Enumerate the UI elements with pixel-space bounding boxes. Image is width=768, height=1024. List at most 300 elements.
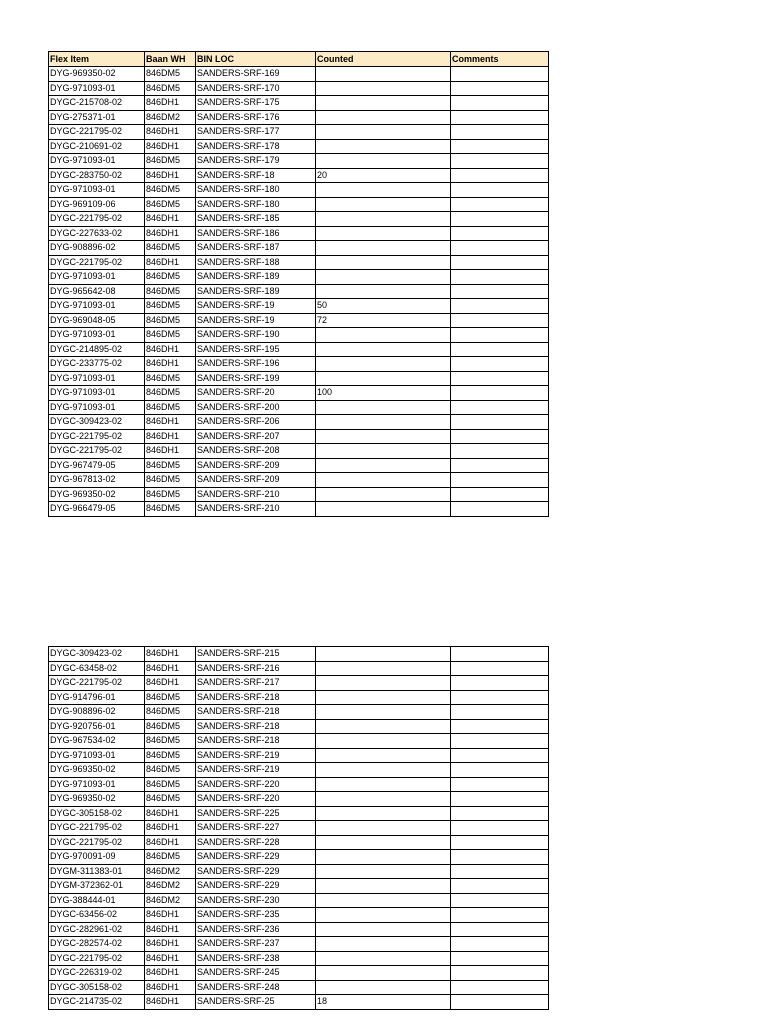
comments-cell [451,313,549,328]
bin-loc-cell: SANDERS-SRF-248 [196,980,316,995]
bin-loc-cell: SANDERS-SRF-178 [196,139,316,154]
flex-item-cell: DYG-971093-01 [49,270,145,285]
bin-loc-cell: SANDERS-SRF-179 [196,154,316,169]
baan-wh-cell: 846DH1 [145,821,196,836]
flex-item-cell: DYG-971093-01 [49,777,145,792]
comments-cell [451,357,549,372]
table-row [49,748,549,763]
table-row [49,110,549,125]
counted-cell [316,415,451,430]
table-row [49,299,549,314]
flex-item-cell: DYGC-309423-02 [49,415,145,430]
flex-item-cell: DYGC-282961-02 [49,922,145,937]
comments-cell [451,951,549,966]
flex-item-cell: DYGC-221795-02 [49,429,145,444]
baan-wh-cell: 846DH1 [145,647,196,662]
comments-cell [451,212,549,227]
flex-item-cell: DYG-967479-05 [49,458,145,473]
comments-cell [451,893,549,908]
flex-item-cell: DYG-971093-01 [49,154,145,169]
baan-wh-cell: 846DM5 [145,183,196,198]
table-row [49,864,549,879]
comments-cell [451,255,549,270]
flex-item-cell: DYG-388444-01 [49,893,145,908]
counted-cell [316,777,451,792]
flex-item-cell: DYGC-215708-02 [49,96,145,111]
baan-wh-cell: 846DH1 [145,676,196,691]
baan-wh-cell: 846DM5 [145,81,196,96]
comments-cell [451,705,549,720]
counted-cell [316,473,451,488]
baan-wh-cell: 846DM5 [145,299,196,314]
comments-cell [451,183,549,198]
table-row [49,676,549,691]
comments-cell [451,386,549,401]
baan-wh-cell: 846DH1 [145,125,196,140]
flex-item-cell: DYG-971093-01 [49,81,145,96]
table-row [49,473,549,488]
flex-item-cell: DYG-969350-02 [49,67,145,82]
counted-cell [316,255,451,270]
table-row [49,313,549,328]
flex-item-cell: DYGC-221795-02 [49,676,145,691]
table-row [49,850,549,865]
table-row [49,458,549,473]
baan-wh-cell: 846DM5 [145,502,196,517]
bin-loc-cell: SANDERS-SRF-170 [196,81,316,96]
counted-cell [316,748,451,763]
counted-cell [316,951,451,966]
bin-loc-cell: SANDERS-SRF-187 [196,241,316,256]
header-flex-item: Flex Item [49,52,145,67]
counted-cell [316,647,451,662]
comments-cell [451,299,549,314]
counted-cell [316,342,451,357]
baan-wh-cell: 846DM5 [145,487,196,502]
baan-wh-cell: 846DH1 [145,342,196,357]
flex-item-cell: DYGC-221795-02 [49,255,145,270]
baan-wh-cell: 846DM5 [145,400,196,415]
flex-item-cell: DYGC-305158-02 [49,980,145,995]
flex-item-cell: DYGC-221795-02 [49,125,145,140]
flex-item-cell: DYGC-305158-02 [49,806,145,821]
counted-cell [316,676,451,691]
baan-wh-cell: 846DM2 [145,110,196,125]
baan-wh-cell: 846DH1 [145,212,196,227]
counted-cell [316,821,451,836]
comments-cell [451,168,549,183]
comments-cell [451,284,549,299]
comments-cell [451,342,549,357]
comments-cell [451,980,549,995]
counted-cell [316,125,451,140]
table-row [49,980,549,995]
comments-cell [451,864,549,879]
table-row [49,328,549,343]
counted-cell [316,763,451,778]
comments-cell [451,690,549,705]
flex-item-cell: DYG-971093-01 [49,748,145,763]
comments-cell [451,850,549,865]
bin-loc-cell: SANDERS-SRF-180 [196,197,316,212]
comments-cell [451,473,549,488]
comments-cell [451,96,549,111]
counted-cell [316,226,451,241]
comments-cell [451,502,549,517]
table-row [49,792,549,807]
comments-cell [451,154,549,169]
baan-wh-cell: 846DM5 [145,270,196,285]
bin-loc-cell: SANDERS-SRF-189 [196,270,316,285]
counted-cell [316,966,451,981]
table-row [49,719,549,734]
baan-wh-cell: 846DH1 [145,429,196,444]
bin-loc-cell: SANDERS-SRF-218 [196,734,316,749]
flex-item-cell: DYG-969350-02 [49,763,145,778]
bin-loc-cell: SANDERS-SRF-200 [196,400,316,415]
bin-loc-cell: SANDERS-SRF-230 [196,893,316,908]
bin-loc-cell: SANDERS-SRF-225 [196,806,316,821]
bin-loc-cell: SANDERS-SRF-207 [196,429,316,444]
comments-cell [451,763,549,778]
counted-cell [316,835,451,850]
counted-cell [316,937,451,952]
counted-cell: 72 [316,313,451,328]
bin-loc-cell: SANDERS-SRF-216 [196,661,316,676]
bin-loc-cell: SANDERS-SRF-19 [196,299,316,314]
counted-cell [316,908,451,923]
comments-cell [451,67,549,82]
counted-cell [316,197,451,212]
flex-item-cell: DYG-969350-02 [49,487,145,502]
comments-cell [451,835,549,850]
comments-cell [451,937,549,952]
header-comments: Comments [451,52,549,67]
comments-cell [451,139,549,154]
flex-item-cell: DYG-967534-02 [49,734,145,749]
flex-item-cell: DYG-920756-01 [49,719,145,734]
table-row [49,966,549,981]
bin-loc-cell: SANDERS-SRF-237 [196,937,316,952]
table-row [49,197,549,212]
table-row [49,429,549,444]
baan-wh-cell: 846DH1 [145,951,196,966]
table-body-bottom [49,647,549,1010]
header-baan-wh: Baan WH [145,52,196,67]
baan-wh-cell: 846DM5 [145,690,196,705]
counted-cell [316,110,451,125]
flex-item-cell: DYG-969350-02 [49,792,145,807]
flex-item-cell: DYG-970091-09 [49,850,145,865]
bin-loc-cell: SANDERS-SRF-199 [196,371,316,386]
table-row [49,734,549,749]
table-row [49,922,549,937]
comments-cell [451,821,549,836]
bin-loc-cell: SANDERS-SRF-235 [196,908,316,923]
baan-wh-cell: 846DH1 [145,806,196,821]
table-row [49,502,549,517]
counted-cell [316,81,451,96]
comments-cell [451,226,549,241]
baan-wh-cell: 846DM5 [145,67,196,82]
bin-loc-cell: SANDERS-SRF-18 [196,168,316,183]
flex-item-cell: DYGM-372362-01 [49,879,145,894]
flex-item-cell: DYGC-309423-02 [49,647,145,662]
bin-loc-cell: SANDERS-SRF-190 [196,328,316,343]
table-row [49,937,549,952]
bin-loc-cell: SANDERS-SRF-25 [196,995,316,1010]
flex-item-cell: DYGC-221795-02 [49,212,145,227]
baan-wh-cell: 846DH1 [145,168,196,183]
table-body-top [49,67,549,517]
counted-cell [316,154,451,169]
comments-cell [451,748,549,763]
bin-loc-cell: SANDERS-SRF-188 [196,255,316,270]
counted-cell [316,284,451,299]
comments-cell [451,328,549,343]
flex-item-cell: DYGC-233775-02 [49,357,145,372]
counted-cell: 18 [316,995,451,1010]
table-row [49,67,549,82]
flex-item-cell: DYG-969109-06 [49,197,145,212]
flex-item-cell: DYGC-210691-02 [49,139,145,154]
counted-cell [316,241,451,256]
table-row [49,647,549,662]
baan-wh-cell: 846DH1 [145,966,196,981]
table-row [49,154,549,169]
baan-wh-cell: 846DM5 [145,734,196,749]
counted-cell [316,502,451,517]
counted-cell [316,487,451,502]
table-row [49,806,549,821]
baan-wh-cell: 846DM5 [145,748,196,763]
table-row [49,125,549,140]
counted-cell [316,922,451,937]
table-row [49,371,549,386]
baan-wh-cell: 846DH1 [145,980,196,995]
table-row [49,879,549,894]
bin-loc-cell: SANDERS-SRF-219 [196,748,316,763]
baan-wh-cell: 846DM5 [145,241,196,256]
counted-cell [316,893,451,908]
baan-wh-cell: 846DM5 [145,792,196,807]
baan-wh-cell: 846DM5 [145,850,196,865]
bin-loc-cell: SANDERS-SRF-176 [196,110,316,125]
baan-wh-cell: 846DH1 [145,357,196,372]
bin-loc-cell: SANDERS-SRF-228 [196,835,316,850]
table-row [49,139,549,154]
bin-loc-cell: SANDERS-SRF-186 [196,226,316,241]
baan-wh-cell: 846DM5 [145,763,196,778]
bin-loc-cell: SANDERS-SRF-220 [196,777,316,792]
table-row [49,226,549,241]
flex-item-cell: DYG-971093-01 [49,386,145,401]
table-row [49,270,549,285]
baan-wh-cell: 846DH1 [145,937,196,952]
table-row [49,357,549,372]
comments-cell [451,429,549,444]
counted-cell [316,705,451,720]
table-row [49,661,549,676]
bin-loc-cell: SANDERS-SRF-195 [196,342,316,357]
baan-wh-cell: 846DM5 [145,719,196,734]
comments-cell [451,197,549,212]
table-row [49,183,549,198]
table-row [49,415,549,430]
baan-wh-cell: 846DM5 [145,371,196,386]
bin-loc-cell: SANDERS-SRF-209 [196,473,316,488]
baan-wh-cell: 846DM5 [145,313,196,328]
inventory-table-bottom [48,646,549,1010]
flex-item-cell: DYG-275371-01 [49,110,145,125]
flex-item-cell: DYG-965642-08 [49,284,145,299]
comments-cell [451,661,549,676]
flex-item-cell: DYG-908896-02 [49,705,145,720]
baan-wh-cell: 846DH1 [145,415,196,430]
comments-cell [451,922,549,937]
counted-cell [316,444,451,459]
comments-cell [451,676,549,691]
comments-cell [451,400,549,415]
bin-loc-cell: SANDERS-SRF-210 [196,487,316,502]
flex-item-cell: DYGC-221795-02 [49,951,145,966]
counted-cell [316,980,451,995]
bin-loc-cell: SANDERS-SRF-217 [196,676,316,691]
counted-cell [316,67,451,82]
bin-loc-cell: SANDERS-SRF-185 [196,212,316,227]
bin-loc-cell: SANDERS-SRF-189 [196,284,316,299]
comments-cell [451,125,549,140]
baan-wh-cell: 846DM5 [145,705,196,720]
table-row [49,690,549,705]
baan-wh-cell: 846DH1 [145,255,196,270]
counted-cell [316,371,451,386]
flex-item-cell: DYG-971093-01 [49,400,145,415]
bin-loc-cell: SANDERS-SRF-229 [196,864,316,879]
comments-cell [451,995,549,1010]
comments-cell [451,908,549,923]
bin-loc-cell: SANDERS-SRF-169 [196,67,316,82]
table-row [49,763,549,778]
table-row [49,777,549,792]
bin-loc-cell: SANDERS-SRF-229 [196,879,316,894]
bin-loc-cell: SANDERS-SRF-218 [196,690,316,705]
comments-cell [451,734,549,749]
table-row [49,81,549,96]
bin-loc-cell: SANDERS-SRF-238 [196,951,316,966]
baan-wh-cell: 846DH1 [145,995,196,1010]
counted-cell [316,734,451,749]
bin-loc-cell: SANDERS-SRF-20 [196,386,316,401]
comments-cell [451,81,549,96]
baan-wh-cell: 846DH1 [145,139,196,154]
header-counted: Counted [316,52,451,67]
table-row [49,212,549,227]
table-row [49,284,549,299]
baan-wh-cell: 846DM5 [145,777,196,792]
counted-cell [316,719,451,734]
baan-wh-cell: 846DH1 [145,661,196,676]
table-row [49,400,549,415]
flex-item-cell: DYGC-221795-02 [49,444,145,459]
baan-wh-cell: 846DM2 [145,879,196,894]
counted-cell [316,270,451,285]
counted-cell: 20 [316,168,451,183]
counted-cell [316,429,451,444]
comments-cell [451,487,549,502]
baan-wh-cell: 846DH1 [145,444,196,459]
table-row [49,487,549,502]
table-row [49,96,549,111]
bin-loc-cell: SANDERS-SRF-175 [196,96,316,111]
bin-loc-cell: SANDERS-SRF-227 [196,821,316,836]
flex-item-cell: DYG-908896-02 [49,241,145,256]
flex-item-cell: DYG-914796-01 [49,690,145,705]
comments-cell [451,458,549,473]
flex-item-cell: DYG-971093-01 [49,299,145,314]
bin-loc-cell: SANDERS-SRF-229 [196,850,316,865]
flex-item-cell: DYGC-214895-02 [49,342,145,357]
flex-item-cell: DYGC-221795-02 [49,821,145,836]
baan-wh-cell: 846DH1 [145,922,196,937]
comments-cell [451,777,549,792]
comments-cell [451,444,549,459]
bin-loc-cell: SANDERS-SRF-218 [196,705,316,720]
comments-cell [451,719,549,734]
counted-cell [316,212,451,227]
counted-cell [316,328,451,343]
table-row [49,951,549,966]
baan-wh-cell: 846DM5 [145,284,196,299]
baan-wh-cell: 846DM5 [145,458,196,473]
baan-wh-cell: 846DH1 [145,908,196,923]
table-row [49,241,549,256]
table-row [49,168,549,183]
comments-cell [451,792,549,807]
baan-wh-cell: 846DH1 [145,96,196,111]
table-row [49,444,549,459]
flex-item-cell: DYGC-63458-02 [49,661,145,676]
flex-item-cell: DYGM-311383-01 [49,864,145,879]
bin-loc-cell: SANDERS-SRF-177 [196,125,316,140]
flex-item-cell: DYGC-221795-02 [49,835,145,850]
bin-loc-cell: SANDERS-SRF-220 [196,792,316,807]
bin-loc-cell: SANDERS-SRF-236 [196,922,316,937]
counted-cell [316,458,451,473]
bin-loc-cell: SANDERS-SRF-219 [196,763,316,778]
inventory-table-top [48,51,549,517]
baan-wh-cell: 846DM5 [145,154,196,169]
table-row [49,255,549,270]
baan-wh-cell: 846DH1 [145,835,196,850]
counted-cell [316,806,451,821]
counted-cell [316,850,451,865]
flex-item-cell: DYGC-227633-02 [49,226,145,241]
flex-item-cell: DYG-971093-01 [49,328,145,343]
counted-cell [316,183,451,198]
counted-cell: 50 [316,299,451,314]
flex-item-cell: DYGC-63456-02 [49,908,145,923]
flex-item-cell: DYGC-226319-02 [49,966,145,981]
counted-cell [316,357,451,372]
bin-loc-cell: SANDERS-SRF-19 [196,313,316,328]
flex-item-cell: DYGC-283750-02 [49,168,145,183]
counted-cell [316,96,451,111]
comments-cell [451,647,549,662]
flex-item-cell: DYGC-214735-02 [49,995,145,1010]
counted-cell [316,792,451,807]
table-row [49,893,549,908]
